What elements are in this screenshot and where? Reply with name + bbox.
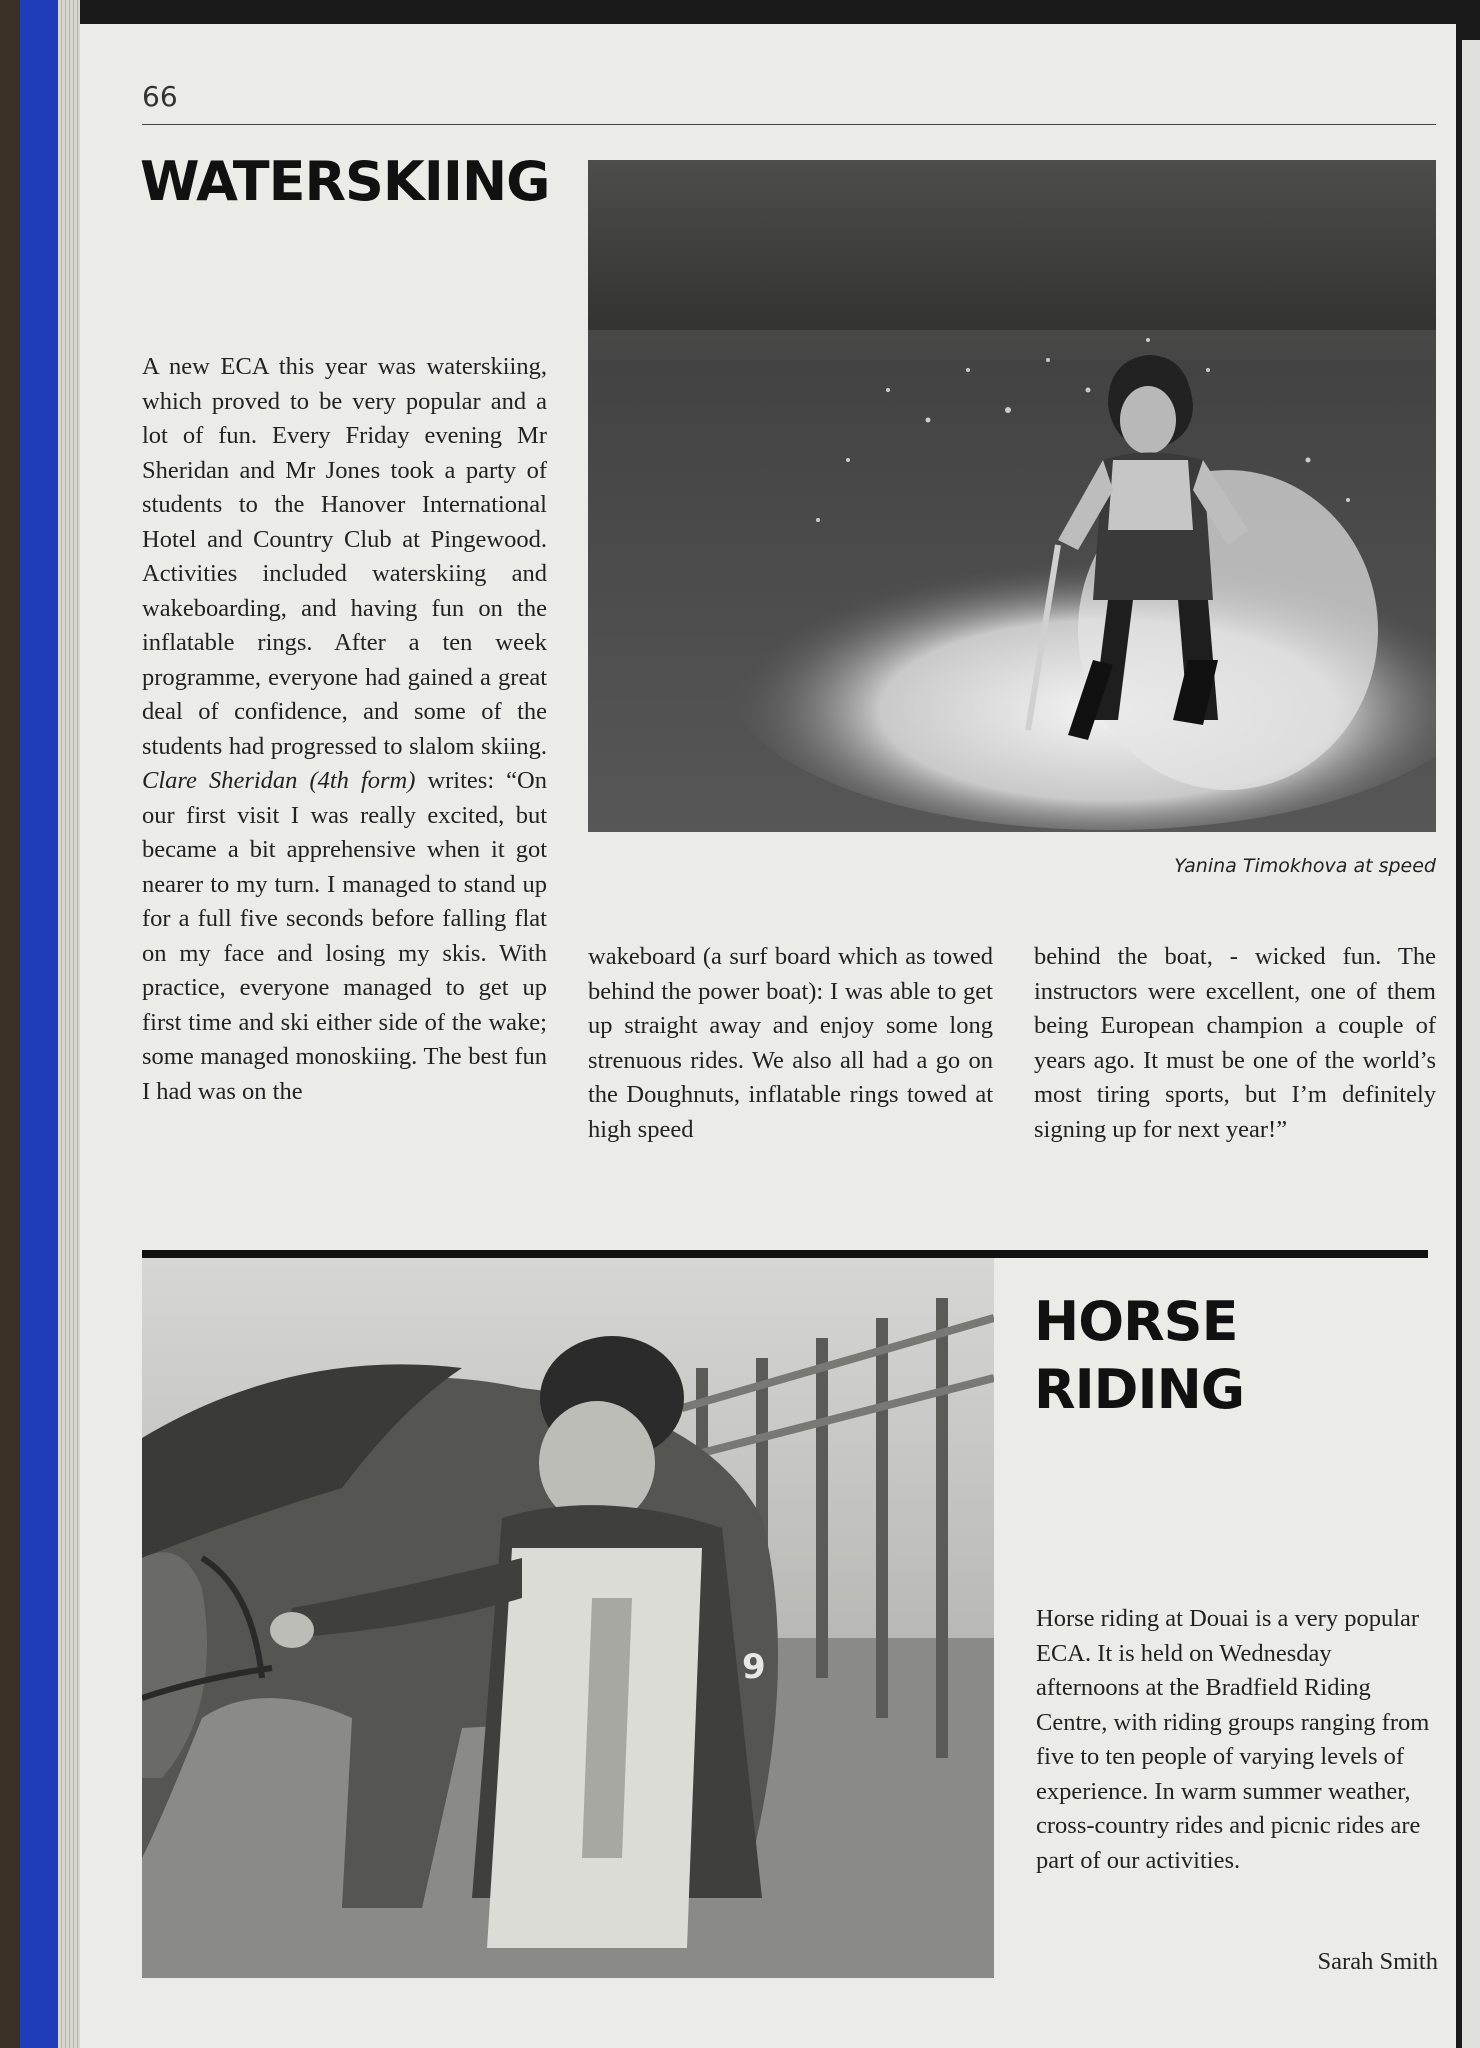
article-author: Sarah Smith	[1317, 1948, 1438, 1975]
waterskiing-column-1	[142, 350, 547, 1109]
page-stack	[58, 0, 80, 2048]
horse-riding-title-line1: HORSE	[1034, 1290, 1238, 1353]
adjacent-page-edge	[1462, 40, 1480, 2048]
bib-number: 9	[742, 1647, 766, 1687]
page-number: 66	[142, 80, 178, 113]
horse-riding-title-line2: RIDING	[1034, 1358, 1245, 1421]
section-divider	[142, 1250, 1428, 1258]
waterskiing-intro: A new ECA this year was waterskiing, which proved to be very popular and a lot of fun. Every Friday evening Mr Sheridan and Mr Jones took a party of students to the Hanover International Hotel and Country Club at Pingewood. Activities included waterskiing and wakeboarding, and having fun on the inflatable rings. After a ten week programme, everyone had gained a great deal of confidence, and some of the students had progressed to slalom skiing.	[142, 353, 547, 760]
book-edge	[0, 0, 20, 2048]
book-spine	[20, 0, 58, 2048]
waterskiing-column-3: behind the boat, - wicked fun. The instructors were excellent, one of them being European champion a couple of years ago. It must be one of the world’s most tiring sports, but I’m definitely signing up for next year!”	[1034, 943, 1436, 1143]
quote-text: writes: “On our first visit I was really excited, but became a bit apprehensive when it got nearer to my turn. I managed to stand up for a full five seconds before falling flat on my face and losing my skis. With practice, everyone managed to get up first time and ski either side of the wake; some managed monoskiing. The best fun I had was on the	[142, 767, 547, 1105]
header-rule	[142, 124, 1436, 125]
photo-caption: Yanina Timokhova at speed	[1174, 855, 1436, 877]
waterskiing-title: WATERSKIING	[140, 150, 550, 213]
horse-riding-body: Horse riding at Douai is a very popular ECA. It is held on Wednesday afternoons at the Bradfield Riding Centre, with riding groups ranging from five to ten people of varying levels of experience. In warm summer weather, cross-country rides and picnic rides are part of our activities.	[1036, 1605, 1430, 1874]
waterskiing-photo	[588, 160, 1436, 832]
waterskiing-column-2: wakeboard (a surf board which as towed behind the power boat): I was able to get up straight away and enjoy some long strenuous rides. We also all had a go on the Doughnuts, inflatable rings towed at high speed	[588, 943, 993, 1143]
horse-riding-photo	[142, 1258, 994, 1978]
quote-author: Clare Sheridan (4th form)	[142, 767, 416, 794]
